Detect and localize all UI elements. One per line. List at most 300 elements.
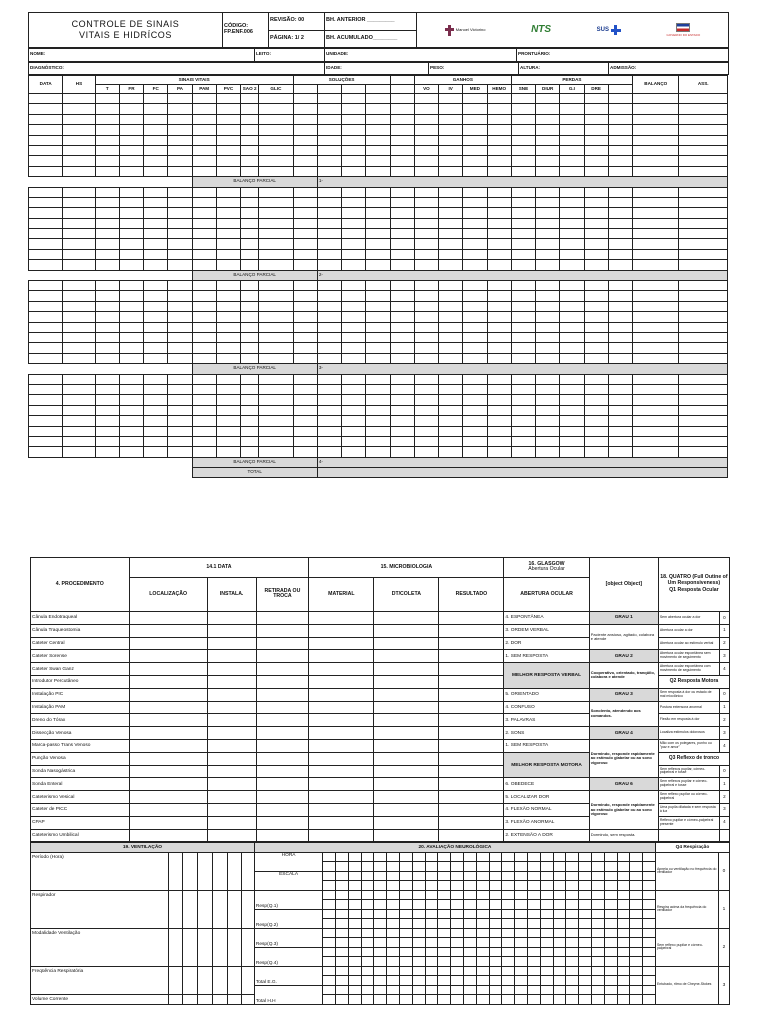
entry-cell[interactable] xyxy=(317,197,341,207)
entry-cell[interactable] xyxy=(309,803,374,816)
entry-cell[interactable] xyxy=(63,343,95,353)
entry-cell[interactable] xyxy=(566,900,579,910)
entry-cell[interactable] xyxy=(463,405,487,415)
altura-field[interactable]: ALTURA: xyxy=(519,62,609,75)
entry-cell[interactable] xyxy=(553,862,566,872)
entry-cell[interactable] xyxy=(463,426,487,436)
entry-cell[interactable] xyxy=(119,114,143,124)
entry-cell[interactable] xyxy=(463,919,476,929)
entry-cell[interactable] xyxy=(579,890,592,900)
entry-cell[interactable] xyxy=(463,301,487,311)
entry-cell[interactable] xyxy=(414,125,438,135)
entry-cell[interactable] xyxy=(336,985,349,995)
entry-cell[interactable] xyxy=(168,291,192,301)
entry-cell[interactable] xyxy=(679,436,728,446)
entry-cell[interactable] xyxy=(366,395,390,405)
entry-cell[interactable] xyxy=(317,156,341,166)
entry-cell[interactable] xyxy=(511,197,535,207)
entry-cell[interactable] xyxy=(342,384,366,394)
entry-cell[interactable] xyxy=(536,322,560,332)
entry-cell[interactable] xyxy=(317,260,341,270)
entry-cell[interactable] xyxy=(553,928,566,938)
entry-cell[interactable] xyxy=(604,938,617,948)
entry-cell[interactable] xyxy=(374,765,439,778)
entry-cell[interactable] xyxy=(463,384,487,394)
entry-cell[interactable] xyxy=(29,239,63,249)
entry-cell[interactable] xyxy=(414,260,438,270)
entry-cell[interactable] xyxy=(227,852,242,890)
entry-cell[interactable] xyxy=(400,947,413,957)
entry-cell[interactable] xyxy=(293,125,317,135)
entry-cell[interactable] xyxy=(633,104,679,114)
entry-cell[interactable] xyxy=(553,985,566,995)
entry-cell[interactable] xyxy=(487,135,511,145)
entry-cell[interactable] xyxy=(374,947,387,957)
glasgow-item[interactable]: 2. DOR xyxy=(504,637,589,650)
entry-cell[interactable] xyxy=(374,612,439,625)
entry-cell[interactable] xyxy=(463,938,476,948)
entry-cell[interactable] xyxy=(608,156,632,166)
entry-cell[interactable] xyxy=(29,374,63,384)
entry-cell[interactable] xyxy=(192,447,216,457)
entry-cell[interactable] xyxy=(633,436,679,446)
entry-cell[interactable] xyxy=(241,187,259,197)
entry-cell[interactable] xyxy=(293,145,317,155)
entry-cell[interactable] xyxy=(259,426,293,436)
entry-cell[interactable] xyxy=(309,816,374,829)
entry-cell[interactable] xyxy=(527,852,540,862)
entry-cell[interactable] xyxy=(192,301,216,311)
entry-cell[interactable] xyxy=(633,447,679,457)
entry-cell[interactable] xyxy=(425,862,438,872)
entry-cell[interactable] xyxy=(412,995,425,1005)
entry-cell[interactable] xyxy=(608,416,632,426)
entry-cell[interactable] xyxy=(439,156,463,166)
entry-cell[interactable] xyxy=(293,114,317,124)
entry-cell[interactable] xyxy=(584,332,608,342)
entry-cell[interactable] xyxy=(679,353,728,363)
entry-cell[interactable] xyxy=(630,900,643,910)
entry-cell[interactable] xyxy=(451,919,464,929)
entry-cell[interactable] xyxy=(560,384,584,394)
entry-cell[interactable] xyxy=(342,249,366,259)
entry-cell[interactable] xyxy=(463,928,476,938)
entry-cell[interactable] xyxy=(293,187,317,197)
entry-cell[interactable] xyxy=(633,145,679,155)
entry-cell[interactable] xyxy=(119,104,143,114)
entry-cell[interactable] xyxy=(119,156,143,166)
entry-cell[interactable] xyxy=(633,395,679,405)
entry-cell[interactable] xyxy=(487,281,511,291)
entry-cell[interactable] xyxy=(439,701,504,714)
entry-cell[interactable] xyxy=(502,976,515,986)
entry-cell[interactable] xyxy=(527,957,540,967)
entry-cell[interactable] xyxy=(241,353,259,363)
entry-cell[interactable] xyxy=(463,966,476,976)
entry-cell[interactable] xyxy=(476,852,489,862)
entry-cell[interactable] xyxy=(633,301,679,311)
entry-cell[interactable] xyxy=(256,739,309,752)
entry-cell[interactable] xyxy=(476,862,489,872)
entry-cell[interactable] xyxy=(679,125,728,135)
entry-cell[interactable] xyxy=(487,125,511,135)
entry-cell[interactable] xyxy=(560,281,584,291)
entry-cell[interactable] xyxy=(144,281,168,291)
entry-cell[interactable] xyxy=(414,104,438,114)
entry-cell[interactable] xyxy=(361,976,374,986)
entry-cell[interactable] xyxy=(584,447,608,457)
entry-cell[interactable] xyxy=(439,281,463,291)
entry-cell[interactable] xyxy=(293,135,317,145)
entry-cell[interactable] xyxy=(95,208,119,218)
entry-cell[interactable] xyxy=(608,291,632,301)
entry-cell[interactable] xyxy=(584,416,608,426)
entry-cell[interactable] xyxy=(487,322,511,332)
entry-cell[interactable] xyxy=(487,436,511,446)
entry-cell[interactable] xyxy=(679,260,728,270)
entry-cell[interactable] xyxy=(400,871,413,881)
entry-cell[interactable] xyxy=(489,852,502,862)
entry-cell[interactable] xyxy=(584,353,608,363)
entry-cell[interactable] xyxy=(591,957,604,967)
entry-cell[interactable] xyxy=(168,281,192,291)
entry-cell[interactable] xyxy=(348,928,361,938)
entry-cell[interactable] xyxy=(591,890,604,900)
entry-cell[interactable] xyxy=(119,353,143,363)
entry-cell[interactable] xyxy=(414,312,438,322)
entry-cell[interactable] xyxy=(630,995,643,1005)
entry-cell[interactable] xyxy=(400,976,413,986)
entry-cell[interactable] xyxy=(192,229,216,239)
entry-cell[interactable] xyxy=(212,966,227,995)
entry-cell[interactable] xyxy=(390,208,414,218)
entry-cell[interactable] xyxy=(342,322,366,332)
entry-cell[interactable] xyxy=(566,881,579,891)
entry-cell[interactable] xyxy=(198,928,213,966)
entry-cell[interactable] xyxy=(192,405,216,415)
entry-cell[interactable] xyxy=(439,416,463,426)
entry-cell[interactable] xyxy=(643,928,656,938)
entry-cell[interactable] xyxy=(536,353,560,363)
entry-cell[interactable] xyxy=(617,957,630,967)
entry-cell[interactable] xyxy=(390,312,414,322)
entry-cell[interactable] xyxy=(29,197,63,207)
entry-cell[interactable] xyxy=(317,249,341,259)
entry-cell[interactable] xyxy=(95,343,119,353)
entry-cell[interactable] xyxy=(679,312,728,322)
entry-cell[interactable] xyxy=(168,928,183,966)
entry-cell[interactable] xyxy=(643,966,656,976)
entry-cell[interactable] xyxy=(463,900,476,910)
entry-cell[interactable] xyxy=(584,135,608,145)
entry-cell[interactable] xyxy=(608,104,632,114)
entry-cell[interactable] xyxy=(374,688,439,701)
entry-cell[interactable] xyxy=(390,301,414,311)
entry-cell[interactable] xyxy=(566,938,579,948)
entry-cell[interactable] xyxy=(256,803,309,816)
entry-cell[interactable] xyxy=(679,229,728,239)
entry-cell[interactable] xyxy=(168,218,192,228)
entry-cell[interactable] xyxy=(374,900,387,910)
entry-cell[interactable] xyxy=(579,900,592,910)
entry-cell[interactable] xyxy=(438,928,451,938)
entry-cell[interactable] xyxy=(207,791,256,804)
entry-cell[interactable] xyxy=(144,301,168,311)
entry-cell[interactable] xyxy=(608,405,632,415)
entry-cell[interactable] xyxy=(412,976,425,986)
entry-cell[interactable] xyxy=(207,778,256,791)
entry-cell[interactable] xyxy=(511,145,535,155)
entry-cell[interactable] xyxy=(293,197,317,207)
entry-cell[interactable] xyxy=(560,239,584,249)
entry-cell[interactable] xyxy=(241,447,259,457)
entry-cell[interactable] xyxy=(476,919,489,929)
entry-cell[interactable] xyxy=(414,197,438,207)
entry-cell[interactable] xyxy=(515,947,528,957)
entry-cell[interactable] xyxy=(560,114,584,124)
entry-cell[interactable] xyxy=(63,384,95,394)
entry-cell[interactable] xyxy=(317,187,341,197)
entry-cell[interactable] xyxy=(216,249,240,259)
entry-cell[interactable] xyxy=(536,208,560,218)
entry-cell[interactable] xyxy=(604,909,617,919)
entry-cell[interactable] xyxy=(633,156,679,166)
entry-cell[interactable] xyxy=(342,135,366,145)
entry-cell[interactable] xyxy=(342,114,366,124)
entry-cell[interactable] xyxy=(361,890,374,900)
entry-cell[interactable] xyxy=(374,995,387,1005)
entry-cell[interactable] xyxy=(207,675,256,688)
entry-cell[interactable] xyxy=(129,675,207,688)
entry-cell[interactable] xyxy=(95,94,119,104)
entry-cell[interactable] xyxy=(293,239,317,249)
entry-cell[interactable] xyxy=(617,881,630,891)
entry-cell[interactable] xyxy=(536,145,560,155)
entry-cell[interactable] xyxy=(63,239,95,249)
total-value[interactable] xyxy=(317,468,727,478)
entry-cell[interactable] xyxy=(168,229,192,239)
entry-cell[interactable] xyxy=(390,249,414,259)
entry-cell[interactable] xyxy=(643,871,656,881)
entry-cell[interactable] xyxy=(348,976,361,986)
entry-cell[interactable] xyxy=(119,447,143,457)
balanco-parcial-value[interactable]: 2- xyxy=(317,270,727,280)
entry-cell[interactable] xyxy=(560,332,584,342)
entry-cell[interactable] xyxy=(679,94,728,104)
glasgow-item[interactable]: 5. LOCALIZAR DOR xyxy=(504,791,589,804)
entry-cell[interactable] xyxy=(617,900,630,910)
entry-cell[interactable] xyxy=(591,900,604,910)
entry-cell[interactable] xyxy=(366,301,390,311)
entry-cell[interactable] xyxy=(241,166,259,176)
entry-cell[interactable] xyxy=(95,374,119,384)
entry-cell[interactable] xyxy=(608,436,632,446)
entry-cell[interactable] xyxy=(608,218,632,228)
entry-cell[interactable] xyxy=(227,995,242,1005)
entry-cell[interactable] xyxy=(463,260,487,270)
entry-cell[interactable] xyxy=(439,374,463,384)
entry-cell[interactable] xyxy=(608,208,632,218)
entry-cell[interactable] xyxy=(336,966,349,976)
entry-cell[interactable] xyxy=(633,374,679,384)
entry-cell[interactable] xyxy=(414,135,438,145)
entry-cell[interactable] xyxy=(487,166,511,176)
entry-cell[interactable] xyxy=(241,332,259,342)
entry-cell[interactable] xyxy=(259,384,293,394)
entry-cell[interactable] xyxy=(374,791,439,804)
entry-cell[interactable] xyxy=(566,985,579,995)
entry-cell[interactable] xyxy=(476,900,489,910)
entry-cell[interactable] xyxy=(679,145,728,155)
entry-cell[interactable] xyxy=(241,135,259,145)
entry-cell[interactable] xyxy=(348,957,361,967)
entry-cell[interactable] xyxy=(192,94,216,104)
entry-cell[interactable] xyxy=(536,94,560,104)
entry-cell[interactable] xyxy=(643,938,656,948)
entry-cell[interactable] xyxy=(259,374,293,384)
entry-cell[interactable] xyxy=(502,881,515,891)
entry-cell[interactable] xyxy=(633,166,679,176)
entry-cell[interactable] xyxy=(476,995,489,1005)
entry-cell[interactable] xyxy=(425,909,438,919)
entry-cell[interactable] xyxy=(63,145,95,155)
entry-cell[interactable] xyxy=(438,938,451,948)
entry-cell[interactable] xyxy=(207,752,256,765)
entry-cell[interactable] xyxy=(95,249,119,259)
entry-cell[interactable] xyxy=(414,405,438,415)
entry-cell[interactable] xyxy=(259,104,293,114)
entry-cell[interactable] xyxy=(579,947,592,957)
entry-cell[interactable] xyxy=(212,890,227,928)
entry-cell[interactable] xyxy=(487,353,511,363)
admissao-field[interactable]: ADMISSÃO: xyxy=(609,62,729,75)
entry-cell[interactable] xyxy=(207,765,256,778)
entry-cell[interactable] xyxy=(144,260,168,270)
entry-cell[interactable] xyxy=(502,919,515,929)
entry-cell[interactable] xyxy=(212,995,227,1005)
entry-cell[interactable] xyxy=(412,966,425,976)
entry-cell[interactable] xyxy=(400,957,413,967)
entry-cell[interactable] xyxy=(439,778,504,791)
entry-cell[interactable] xyxy=(604,862,617,872)
entry-cell[interactable] xyxy=(29,426,63,436)
entry-cell[interactable] xyxy=(119,281,143,291)
entry-cell[interactable] xyxy=(317,166,341,176)
entry-cell[interactable] xyxy=(387,928,400,938)
entry-cell[interactable] xyxy=(129,701,207,714)
entry-cell[interactable] xyxy=(336,881,349,891)
entry-cell[interactable] xyxy=(400,909,413,919)
entry-cell[interactable] xyxy=(144,436,168,446)
entry-cell[interactable] xyxy=(95,405,119,415)
entry-cell[interactable] xyxy=(342,447,366,457)
entry-cell[interactable] xyxy=(241,405,259,415)
entry-cell[interactable] xyxy=(119,229,143,239)
entry-cell[interactable] xyxy=(679,343,728,353)
entry-cell[interactable] xyxy=(463,239,487,249)
entry-cell[interactable] xyxy=(63,208,95,218)
entry-cell[interactable] xyxy=(584,94,608,104)
unidade-field[interactable]: UNIDADE: xyxy=(325,49,517,62)
entry-cell[interactable] xyxy=(604,928,617,938)
entry-cell[interactable] xyxy=(536,125,560,135)
entry-cell[interactable] xyxy=(95,384,119,394)
entry-cell[interactable] xyxy=(241,374,259,384)
entry-cell[interactable] xyxy=(463,218,487,228)
entry-cell[interactable] xyxy=(119,343,143,353)
entry-cell[interactable] xyxy=(515,871,528,881)
entry-cell[interactable] xyxy=(129,829,207,842)
entry-cell[interactable] xyxy=(489,966,502,976)
entry-cell[interactable] xyxy=(63,187,95,197)
entry-cell[interactable] xyxy=(241,395,259,405)
entry-cell[interactable] xyxy=(451,909,464,919)
entry-cell[interactable] xyxy=(400,995,413,1005)
entry-cell[interactable] xyxy=(317,291,341,301)
entry-cell[interactable] xyxy=(168,249,192,259)
entry-cell[interactable] xyxy=(293,416,317,426)
entry-cell[interactable] xyxy=(425,852,438,862)
entry-cell[interactable] xyxy=(439,145,463,155)
entry-cell[interactable] xyxy=(579,957,592,967)
entry-cell[interactable] xyxy=(309,739,374,752)
entry-cell[interactable] xyxy=(438,900,451,910)
entry-cell[interactable] xyxy=(511,166,535,176)
entry-cell[interactable] xyxy=(29,218,63,228)
entry-cell[interactable] xyxy=(374,701,439,714)
entry-cell[interactable] xyxy=(463,890,476,900)
entry-cell[interactable] xyxy=(591,995,604,1005)
entry-cell[interactable] xyxy=(323,919,336,929)
entry-cell[interactable] xyxy=(489,862,502,872)
entry-cell[interactable] xyxy=(527,881,540,891)
entry-cell[interactable] xyxy=(502,957,515,967)
entry-cell[interactable] xyxy=(29,291,63,301)
entry-cell[interactable] xyxy=(168,125,192,135)
entry-cell[interactable] xyxy=(566,976,579,986)
entry-cell[interactable] xyxy=(511,312,535,322)
entry-cell[interactable] xyxy=(463,862,476,872)
entry-cell[interactable] xyxy=(560,145,584,155)
entry-cell[interactable] xyxy=(617,852,630,862)
entry-cell[interactable] xyxy=(317,114,341,124)
entry-cell[interactable] xyxy=(617,919,630,929)
entry-cell[interactable] xyxy=(511,374,535,384)
entry-cell[interactable] xyxy=(414,94,438,104)
entry-cell[interactable] xyxy=(29,343,63,353)
entry-cell[interactable] xyxy=(400,985,413,995)
entry-cell[interactable] xyxy=(361,985,374,995)
entry-cell[interactable] xyxy=(323,900,336,910)
entry-cell[interactable] xyxy=(216,353,240,363)
entry-cell[interactable] xyxy=(95,187,119,197)
entry-cell[interactable] xyxy=(119,260,143,270)
entry-cell[interactable] xyxy=(527,976,540,986)
entry-cell[interactable] xyxy=(63,249,95,259)
entry-cell[interactable] xyxy=(207,650,256,663)
entry-cell[interactable] xyxy=(643,862,656,872)
entry-cell[interactable] xyxy=(608,322,632,332)
entry-cell[interactable] xyxy=(374,909,387,919)
entry-cell[interactable] xyxy=(374,919,387,929)
entry-cell[interactable] xyxy=(144,312,168,322)
entry-cell[interactable] xyxy=(390,374,414,384)
entry-cell[interactable] xyxy=(540,976,553,986)
entry-cell[interactable] xyxy=(259,291,293,301)
entry-cell[interactable] xyxy=(259,229,293,239)
entry-cell[interactable] xyxy=(439,765,504,778)
entry-cell[interactable] xyxy=(439,803,504,816)
